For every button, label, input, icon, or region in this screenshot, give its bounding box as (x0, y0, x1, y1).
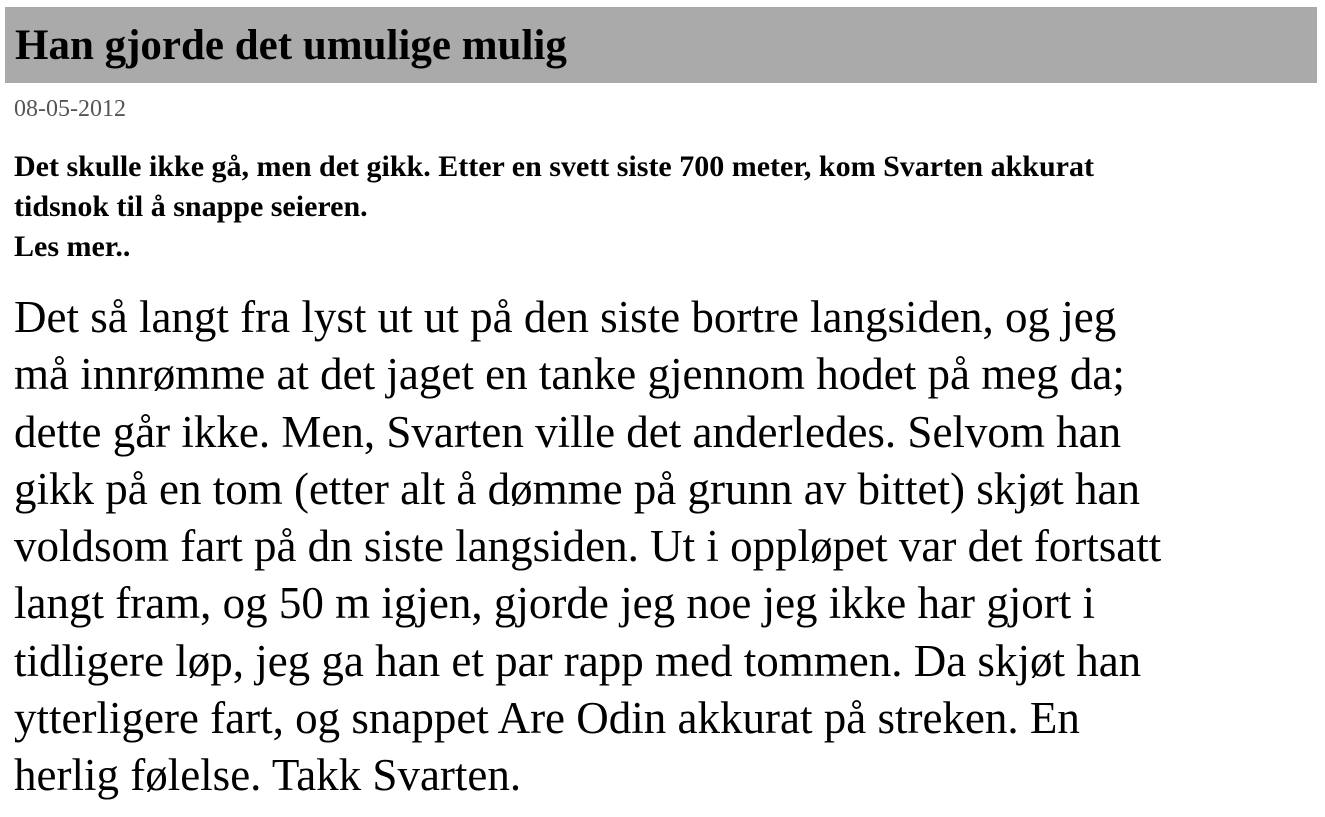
article-title: Han gjorde det umulige mulig (15, 21, 567, 69)
body-line: langt fram, og 50 m igjen, gjorde jeg noe jeg ikke har gjort i (14, 578, 1095, 629)
body-line: må innrømme at det jaget en tanke gjennom hodet på meg da; (14, 349, 1125, 400)
body-line: dette går ikke. Men, Svarten ville det anderledes. Selvom han (14, 406, 1122, 457)
body-line: voldsom fart på dn siste langsiden. Ut i oppløpet var det fortsatt (14, 521, 1162, 572)
lead-line: Det skulle ikke gå, men det gikk. Etter en svett siste 700 meter, kom Svarten akkurat (14, 150, 1094, 183)
body-line: gikk på en tom (etter alt å dømme på grunn av bittet) skjøt han (14, 463, 1140, 514)
article-lead (14, 147, 1314, 227)
read-more-link[interactable]: Les mer.. (14, 230, 131, 263)
body-line: herlig følelse. Takk Svarten. (14, 750, 522, 801)
article-body (14, 289, 1319, 805)
lead-line: tidsnok til å snappe seieren. (14, 190, 368, 223)
body-line: ytterligere fart, og snappet Are Odin akkurat på streken. En (14, 693, 1080, 744)
body-line: Det så langt fra lyst ut ut på den siste bortre langsiden, og jeg (14, 292, 1117, 342)
body-line: tidligere løp, jeg ga han et par rapp med tommen. Da skjøt han (14, 635, 1142, 686)
title-bar (5, 7, 1317, 83)
article-date: 08-05-2012 (14, 96, 126, 122)
